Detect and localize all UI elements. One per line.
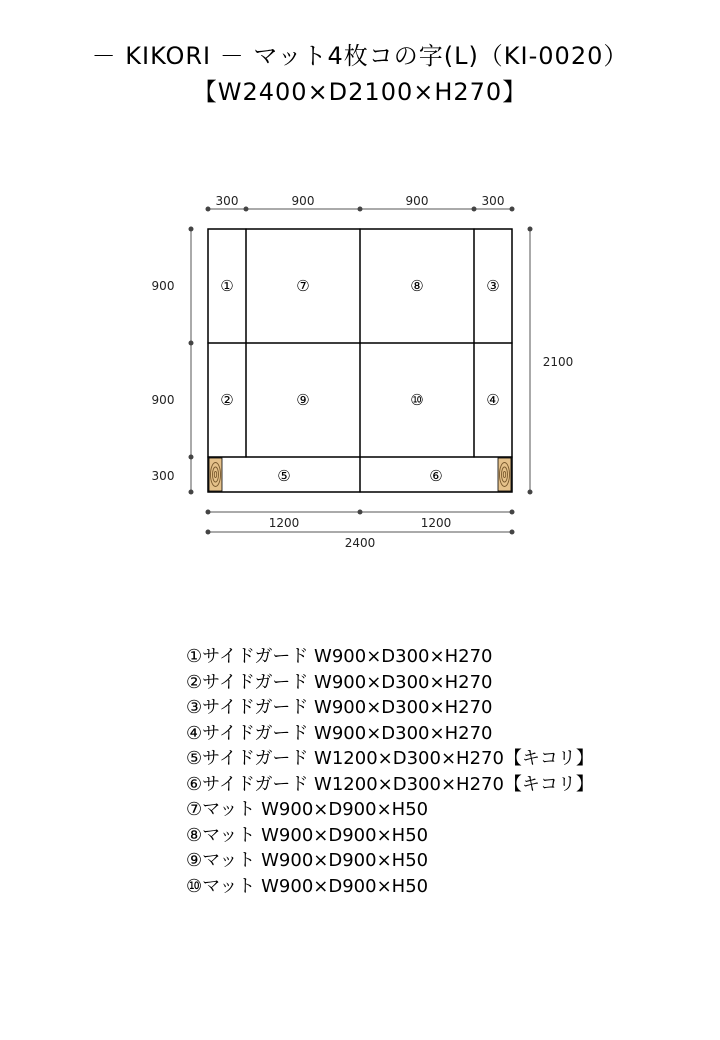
cell-label: ③ [486,277,500,295]
dim-dot [510,530,515,535]
dim-dot [189,227,194,232]
top-dim-label: 900 [291,194,315,208]
cell-label: ① [220,277,234,295]
page-subtitle: 【W2400×D2100×H270】 [192,78,528,106]
legend-item: ①サイドガード W900×D300×H270 [186,646,493,667]
legend-item: ⑦マット W900×D900×H50 [186,799,429,820]
legend-item: ⑥サイドガード W1200×D300×H270【キコリ】 [186,773,594,795]
bottom-dim-label: 1200 [420,516,452,530]
cell-label: ⑥ [429,467,443,485]
bottom-dim-label: 1200 [268,516,300,530]
legend-item: ⑨マット W900×D900×H50 [186,850,429,871]
dim-dot [189,455,194,460]
cell-label: ⑦ [296,277,310,295]
legend-item: ②サイドガード W900×D300×H270 [186,671,493,693]
top-dim-label: 300 [215,194,239,208]
dim-dot [528,227,533,232]
dim-dot [244,207,249,212]
left-dim-label: 300 [151,469,175,483]
left-dim-label: 900 [151,279,175,293]
dim-dot [528,490,533,495]
cell-label: ⑩ [410,391,424,409]
dim-dot [206,510,211,515]
dim-dot [206,530,211,535]
dim-dot [510,207,515,212]
top-dim-label: 300 [481,194,505,208]
wood-end-left-icon [209,458,222,491]
cell-label: ⑨ [296,391,310,409]
legend-item: ⑤サイドガード W1200×D300×H270【キコリ】 [186,748,594,769]
legend-item: ④サイドガード W900×D300×H270 [186,722,493,744]
dim-dot [358,510,363,515]
cell-label: ④ [486,391,500,409]
dim-dot [472,207,477,212]
parts-legend [186,644,594,899]
dim-dot [189,490,194,495]
bottom-total-label: 2400 [344,536,376,550]
dim-dot [206,207,211,212]
wood-end-right-icon [498,458,511,491]
plan-grid [208,229,512,492]
cell-label: ⑧ [410,277,424,295]
cell-label: ② [220,391,234,409]
page-title: － KIKORI － マット4枚コの字(L)（KI-0020） [91,42,629,70]
legend-item: ⑧マット W900×D900×H50 [186,824,429,846]
dim-dot [358,207,363,212]
dim-dot [189,341,194,346]
top-dim-label: 900 [405,194,429,208]
legend-item: ⑩マット W900×D900×H50 [186,875,429,897]
legend-item: ③サイドガード W900×D300×H270 [186,697,493,718]
dim-dot [510,510,515,515]
right-dim-label: 2100 [542,355,574,369]
cell-label: ⑤ [277,467,291,485]
left-dim-label: 900 [151,393,175,407]
